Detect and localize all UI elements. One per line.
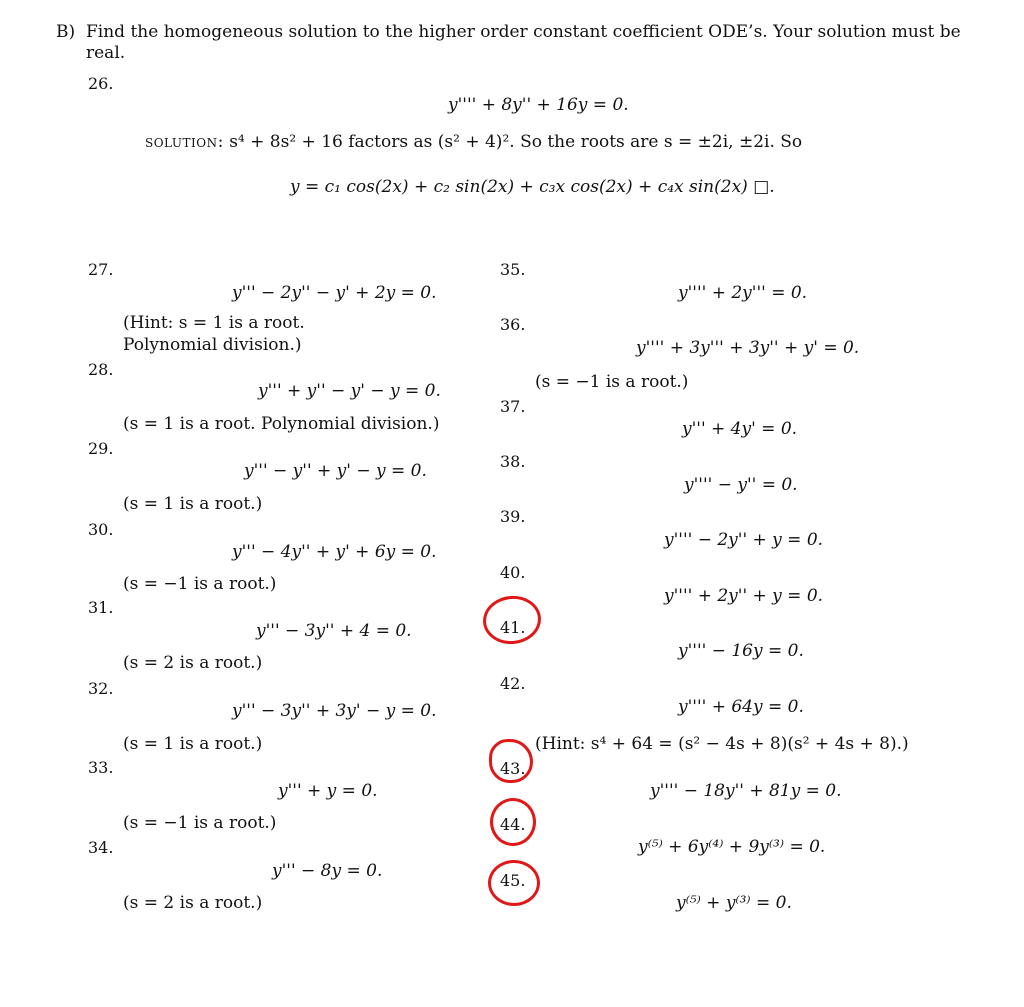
- solution-line: [145, 132, 802, 152]
- problem-equation-45: y⁽⁵⁾ + y⁽³⁾ = 0.: [676, 893, 792, 913]
- instructions-line-2: real.: [86, 43, 126, 63]
- problem-number-41: 41.: [500, 618, 526, 637]
- problem-equation-26: y'''' + 8y'' + 16y = 0.: [448, 95, 629, 115]
- problem-hint-32: (s = 1 is a root.): [123, 734, 263, 754]
- problem-equation-36: y'''' + 3y''' + 3y'' + y' = 0.: [636, 338, 860, 358]
- red-circle-annotation-45: [488, 860, 540, 906]
- red-circle-annotation-44: [490, 798, 536, 846]
- problem-number-36: 36.: [500, 315, 526, 334]
- problem-hint-28: (s = 1 is a root. Polynomial division.): [123, 414, 440, 434]
- solution-result: y = c₁ cos(2x) + c₂ sin(2x) + c₃x cos(2x) + c₄x sin(2x) □.: [290, 177, 775, 197]
- problem-hint-27-line2: Polynomial division.): [123, 335, 302, 355]
- problem-equation-30: y''' − 4y'' + y' + 6y = 0.: [232, 542, 437, 562]
- problem-equation-41: y'''' − 16y = 0.: [678, 641, 804, 661]
- instructions-line-1: Find the homogeneous solution to the higher order constant coefficient ODE’s. Your solution must be: [86, 22, 961, 42]
- problem-number-37: 37.: [500, 397, 526, 416]
- problem-equation-34: y''' − 8y = 0.: [272, 861, 383, 881]
- problem-number-28: 28.: [88, 360, 114, 379]
- problem-hint-36: (s = −1 is a root.): [535, 372, 689, 392]
- problem-equation-31: y''' − 3y'' + 4 = 0.: [256, 621, 412, 641]
- problem-hint-29: (s = 1 is a root.): [123, 494, 263, 514]
- problem-equation-44: y⁽⁵⁾ + 6y⁽⁴⁾ + 9y⁽³⁾ = 0.: [638, 837, 826, 857]
- problem-number-29: 29.: [88, 439, 114, 458]
- problem-equation-40: y'''' + 2y'' + y = 0.: [664, 586, 824, 606]
- problem-number-39: 39.: [500, 507, 526, 526]
- problem-number-45: 45.: [500, 871, 526, 890]
- problem-number-26: 26.: [88, 74, 114, 93]
- problem-hint-42: (Hint: s⁴ + 64 = (s² − 4s + 8)(s² + 4s + 8).): [535, 734, 909, 754]
- problem-equation-39: y'''' − 2y'' + y = 0.: [664, 530, 824, 550]
- solution-label: solution:: [145, 132, 224, 152]
- problem-number-33: 33.: [88, 758, 114, 777]
- problem-equation-38: y'''' − y'' = 0.: [684, 475, 798, 495]
- problem-equation-37: y''' + 4y' = 0.: [682, 419, 798, 439]
- problem-equation-35: y'''' + 2y''' = 0.: [678, 283, 808, 303]
- problem-number-35: 35.: [500, 260, 526, 279]
- problem-hint-33: (s = −1 is a root.): [123, 813, 277, 833]
- problem-number-32: 32.: [88, 679, 114, 698]
- problem-equation-28: y''' + y'' − y' − y = 0.: [258, 381, 441, 401]
- problem-number-34: 34.: [88, 838, 114, 857]
- red-circle-annotation-41: [481, 593, 544, 647]
- problem-hint-30: (s = −1 is a root.): [123, 574, 277, 594]
- problem-number-38: 38.: [500, 452, 526, 471]
- problem-number-31: 31.: [88, 598, 114, 617]
- problem-equation-32: y''' − 3y'' + 3y' − y = 0.: [232, 701, 437, 721]
- problem-number-27: 27.: [88, 260, 114, 279]
- problem-hint-31: (s = 2 is a root.): [123, 653, 263, 673]
- solution-text: s⁴ + 8s² + 16 factors as (s² + 4)². So the roots are s = ±2i, ±2i. So: [229, 132, 803, 152]
- problem-hint-34: (s = 2 is a root.): [123, 893, 263, 913]
- problem-number-43: 43.: [500, 759, 526, 778]
- problem-hint-27-line1: (Hint: s = 1 is a root.: [123, 313, 305, 333]
- problem-equation-29: y''' − y'' + y' − y = 0.: [244, 461, 427, 481]
- problem-equation-42: y'''' + 64y = 0.: [678, 697, 804, 717]
- problem-number-42: 42.: [500, 674, 526, 693]
- problem-equation-27: y''' − 2y'' − y' + 2y = 0.: [232, 283, 437, 303]
- problem-number-44: 44.: [500, 815, 526, 834]
- problem-equation-33: y''' + y = 0.: [278, 781, 378, 801]
- problem-number-30: 30.: [88, 520, 114, 539]
- problem-number-40: 40.: [500, 563, 526, 582]
- section-label: B): [56, 22, 76, 42]
- problem-equation-43: y'''' − 18y'' + 81y = 0.: [650, 781, 842, 801]
- red-circle-annotation-43: [489, 739, 533, 783]
